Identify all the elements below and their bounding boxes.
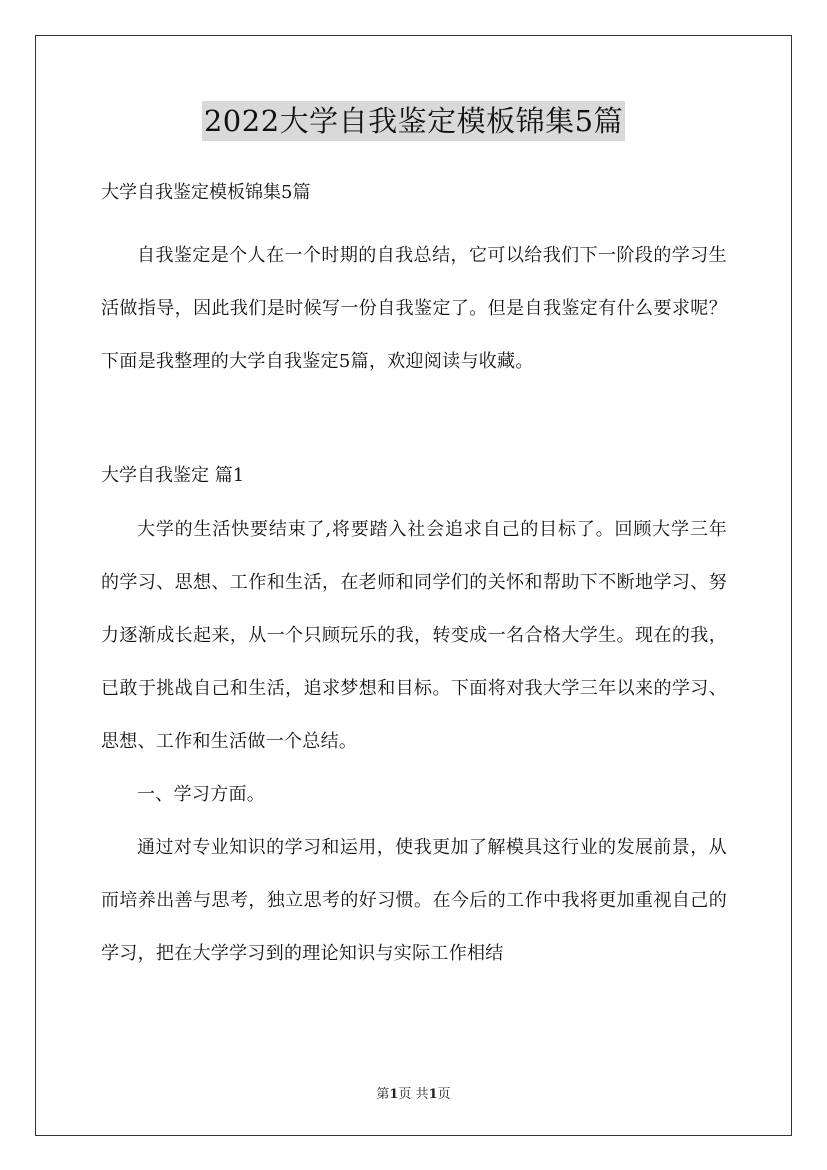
section-subheading: 一、学习方面。 [137,784,266,805]
page-footer [0,1083,827,1102]
section-paragraph: 大学的生活快要结束了,将要踏入社会追求自己的目标了。回顾大学三年的学习、思想、工作和生活，在老师和同学们的关怀和帮助下不断地学习、努力逐渐成长起来，从一个只顾玩乐的我，转变成一名合格大学生。现在的我，已敢于挑战自己和生活，追求梦想和目标。下面将对我大学三年以来的学习、思想、工作和生活做一个总结。 [101,519,727,752]
document-subtitle: 大学自我鉴定模板锦集5篇 [101,182,311,203]
footer-mid: 页 共 [398,1087,429,1102]
section-heading: 大学自我鉴定 篇1 [101,465,245,486]
footer-page-total: 1 [428,1087,438,1102]
section-paragraph-2: 通过对专业知识的学习和运用，使我更加了解模具这行业的发展前景，从而培养出善与思考，独立思考的好习惯。在今后的工作中我将更加重视自己的学习，把在大学学习到的理论知识与实际工作相结 [101,837,727,964]
document-body [101,176,727,980]
title-wrap [0,101,827,141]
intro-paragraph: 自我鉴定是个人在一个时期的自我总结，它可以给我们下一阶段的学习生活做指导，因此我们是时候写一份自我鉴定了。但是自我鉴定有什么要求呢？下面是我整理的大学自我鉴定5篇，欢迎阅读与收藏。 [101,245,727,372]
footer-prefix: 第 [376,1087,390,1102]
footer-suffix: 页 [437,1087,451,1102]
footer-page-number: 1 [389,1087,399,1102]
document-title: 2022大学自我鉴定模板锦集5篇 [202,101,625,141]
